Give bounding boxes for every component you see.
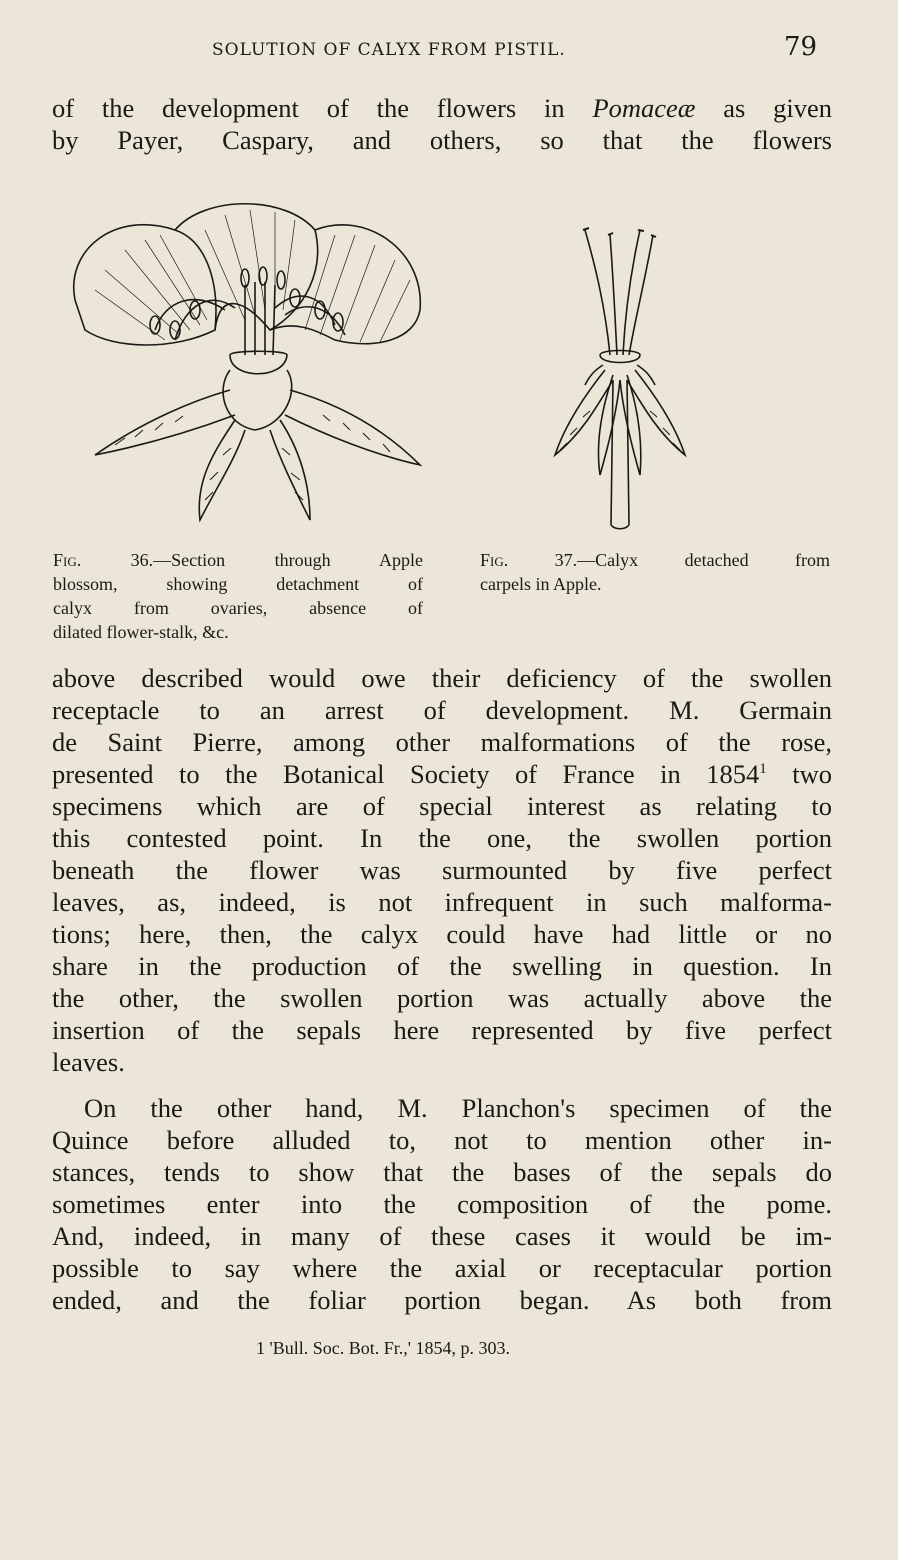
caption-line: Fig. 36.—Section through Apple	[53, 550, 424, 570]
footnote-number: 1	[256, 1338, 265, 1358]
text-line: de Saint Pierre, among other malformations of the rose,	[52, 727, 832, 757]
text-line: stances, tends to show that the bases of the sepals do	[52, 1157, 832, 1187]
caption-line: Fig. 37.—Calyx detached from	[480, 550, 830, 570]
text-line: by Payer, Caspary, and others, so that the flowers	[52, 125, 832, 155]
text-line: And, indeed, in many of these cases it would be im-	[52, 1221, 832, 1251]
figure-37-caption	[480, 548, 830, 596]
figure-number: 36.	[130, 550, 154, 570]
caption-line: blossom, showing detachment of	[53, 574, 423, 594]
text-line: On the other hand, M. Planchon's specimen of the	[84, 1093, 832, 1123]
figure-label: Fig.	[53, 550, 82, 570]
figure-number: 37.	[554, 550, 578, 570]
paragraph-1	[52, 662, 832, 1078]
text-line: leaves.	[52, 1047, 125, 1077]
caption-line: dilated flower-stalk, &c.	[53, 622, 229, 642]
figure-37-calyx-illustration	[555, 225, 685, 535]
text-line: this contested point. In the one, the swollen portion	[52, 823, 832, 853]
text-line: possible to say where the axial or receptacular portion	[52, 1253, 832, 1283]
text-line: above described would owe their deficiency of the swollen	[52, 663, 832, 693]
text-line: Quince before alluded to, not to mention other in-	[52, 1125, 832, 1155]
running-head	[0, 30, 898, 70]
calyx-drawing	[555, 225, 685, 535]
text-line: of the development of the flowers in Pomaceæ as given	[52, 93, 833, 123]
text-line: ended, and the foliar portion began. As both from	[52, 1285, 832, 1315]
figure-label: Fig.	[480, 550, 509, 570]
caption-line: carpels in Apple.	[480, 574, 602, 594]
intro-text	[52, 92, 832, 156]
caption-line: calyx from ovaries, absence of	[53, 598, 423, 618]
footnote-marker: 1	[759, 761, 767, 777]
text-line: beneath the flower was surmounted by five perfect	[52, 855, 832, 885]
text-line: receptacle to an arrest of development. M. Germain	[52, 695, 832, 725]
text-line: share in the production of the swelling in question. In	[52, 951, 832, 981]
text-line: the other, the swollen portion was actually above the	[52, 983, 832, 1013]
page-number: 79	[784, 32, 818, 62]
text-line: sometimes enter into the composition of the pome.	[52, 1189, 832, 1219]
text-line: specimens which are of special interest as relating to	[52, 791, 832, 821]
footnote-text: 'Bull. Soc. Bot. Fr.,' 1854, p. 303.	[265, 1338, 511, 1358]
figure-36-apple-blossom-illustration	[55, 190, 435, 535]
text-line: tions; here, then, the calyx could have had little or no	[52, 919, 832, 949]
text-line: presented to the Botanical Society of France in 1854$^1$ two	[52, 759, 832, 789]
footnote	[256, 1338, 510, 1359]
text-line: leaves, as, indeed, is not infrequent in such malforma-	[52, 887, 832, 917]
paragraph-2	[52, 1092, 832, 1316]
running-title: SOLUTION OF CALYX FROM PISTIL.	[212, 40, 566, 60]
apple-blossom-drawing	[55, 190, 435, 535]
figure-36-caption	[53, 548, 423, 644]
italic-term: Pomaceæ	[592, 93, 696, 123]
text-line: insertion of the sepals here represented by five perfect	[52, 1015, 832, 1045]
